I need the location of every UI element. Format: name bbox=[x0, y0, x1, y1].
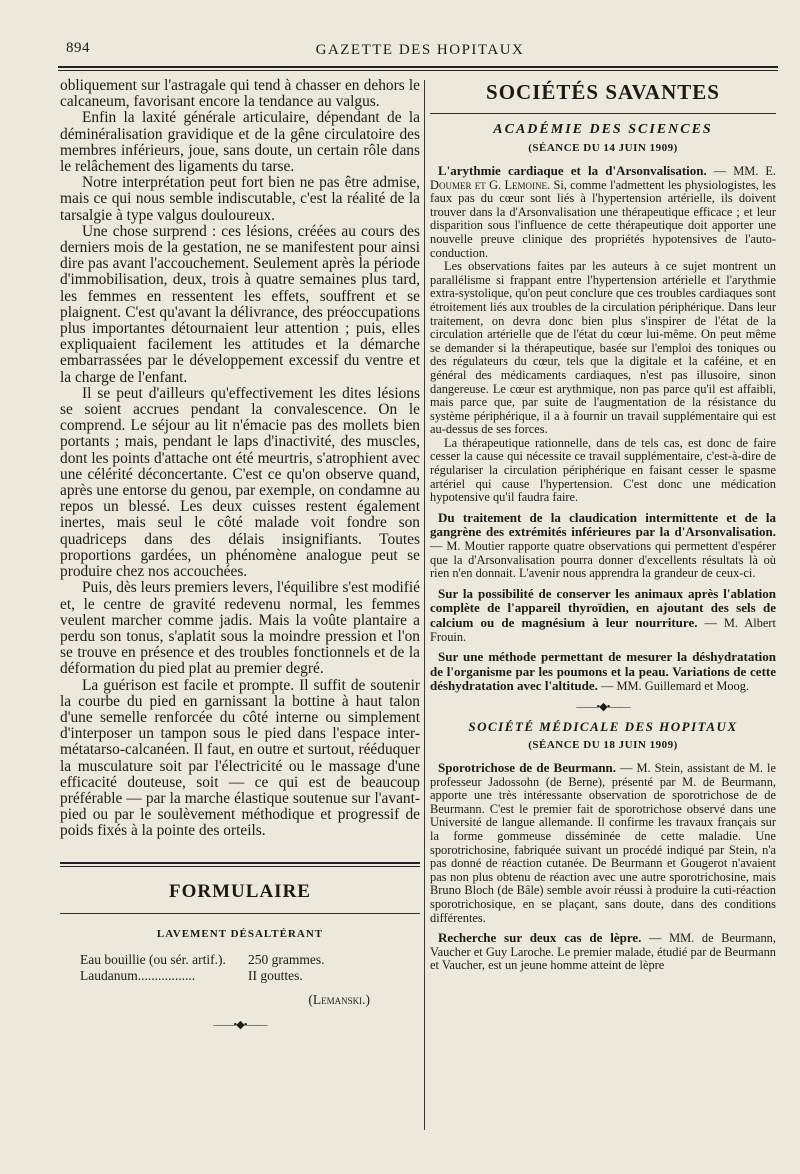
article-title: Recherche sur deux cas de lèpre. bbox=[438, 930, 642, 946]
recipe-item: Eau bouillie (ou sér. artif.). bbox=[80, 951, 226, 967]
article-authors: — MM. E. Doumer et G. Lemoine. bbox=[430, 164, 776, 192]
recipe-title: LAVEMENT DÉSALTÉRANT bbox=[156, 927, 324, 940]
paragraph: Les observations faites par les auteurs à ce sujet montrent un parallélisme si frappant entre l'hypertension artérielle et l'arythmie extra-systolique, qu'on peut conclure que ces troubles cardiaques sont étroitement liés aux troubles de la circulation périphérique. Dans leur traitement, on devra donc bien plus s'inspirer de l'état de la circulation artérielle que de l'état du cœur lui-même. On peut même se demander si la thérapeutique, basée sur l'emploi des toniques ou des régulateurs du cœur, tels que la digitale et la caféine, et en général des médicaments cardiaques, n'est pas illusoire, sinon dangereuse. Le cœur est arythmique, non pas parce qu'il est affaibli, mais parce que, par suite de l'augmentation de la résistance du système périphérique, il a à fournir un travail supplémentaire qui est au-dessus de ses forces. bbox=[430, 259, 776, 437]
article-text: — MM. Guillemard et Moog. bbox=[601, 679, 750, 694]
article-title: L'arythmie cardiaque et la d'Arsonvalisation. bbox=[438, 163, 707, 178]
left-column bbox=[60, 78, 420, 1031]
article-title: Sporotrichose de de Beurmann. bbox=[438, 759, 617, 775]
recipe-qty: 250 grammes. bbox=[248, 951, 325, 967]
article-text: — M. Albert Frouin. bbox=[430, 616, 776, 644]
article-title: Du traitement de la claudication intermittente et de la gangrène des extrémités inférieures par la d'Arsonvalisation. bbox=[430, 509, 776, 540]
paragraph: Il se peut d'ailleurs qu'effectivement les dites lésions se soient accrues pendant la convalescence. On le comprend. Le séjour au lit n'émacie pas des mollets bien portants ; mais, pendant le laps d'inactivité, des muscles, dont les points d'attache ont été meurtris, s'atrophient avec une célérité déconcertante. C'est ce qu'on observe quand, après une entorse du genou, par exemple, on condamne au repos un blessé. Les deux cuisses restent également inertes, mais seul le côté malade voit fondre son quadriceps dans des délais insignifiants. Toutes proportions gardées, un phénomène analogue peut se produire chez nos accouchées. bbox=[60, 384, 420, 581]
paragraph: Puis, dès leurs premiers levers, l'équilibre s'est modifié et, le centre de gravité redevenu normal, les femmes veulent marcher comme jadis. Mais la voûte plantaire a perdu son tonus, s'aplatit sous la moindre pression et l'on se trouve en présence et des troubles fonctionnels et de la déformation du pied plat au premier degré. bbox=[60, 579, 420, 678]
paragraph: La thérapeutique rationnelle, dans de tels cas, est donc de faire cesser la cause qui nécessite ce travail supplémentaire, c'est-à-dire de régulariser la circulation périphérique en faisant cesser le spasme artériel qui cause l'hypertension. C'est donc une médication hypotensive qu'il faudra faire. bbox=[430, 435, 776, 505]
article-text: — M. Stein, assistant de M. le professeur Jadossohn (de Berne), présenté par M. de Beurmann, apporte une très intéressante observation de sporotrichose de de Beurmann. C'est le premier fait de sporotrichose observé dans une Université de langue allemande. Il confirme les travaux français sur la forme gommeuse disséminée de cette maladie. Une sporotrichosine, fabriquée suivant un procédé indiqué par Stein, n'a pas donné de réaction cutanée. De Beurmann et Gougerot n'avaient pas non plus obtenu de réaction avec une autre sporotrichosine, mais Bruno Bloch (de Bâle) semble avoir réussi à produire la cuti-réaction sporotrichosique, en se plaçant, sans doute, dans des conditions différentes. bbox=[430, 760, 776, 925]
left-article bbox=[60, 78, 420, 840]
formulaire-title: FORMULAIRE bbox=[169, 880, 311, 902]
article-title: Sur la possibilité de conserver les animaux après l'ablation complète de l'appareil thyroïdien, en ajoutant des sels de calcium ou de magnésium à leur nourriture. bbox=[430, 585, 776, 630]
recipe-author: (Lemanski.) bbox=[308, 991, 370, 1007]
article-paragraph bbox=[430, 761, 776, 925]
academie-reports bbox=[430, 164, 776, 694]
ornament-divider: ——•◆•—— bbox=[213, 1018, 267, 1031]
recipe-item: Laudanum................. bbox=[80, 967, 196, 983]
right-column bbox=[430, 78, 776, 973]
recipe-line bbox=[60, 968, 420, 984]
seance-date: (SÉANCE DU 14 JUIN 1909) bbox=[528, 142, 678, 154]
paragraph: Enfin la laxité générale articulaire, dépendant de la déminéralisation gravidique et de la gêne circulatoire des membres inférieurs, joue, sans doute, un certain rôle dans le relâchement des ligaments du tarse. bbox=[60, 109, 420, 176]
article-title: Sur une méthode permettant de mesurer la déshydratation de l'organisme par les poumons et la peau. Variations de cette déshydratation avec l'altitude. bbox=[430, 649, 776, 694]
page-number: 894 bbox=[66, 40, 90, 56]
article-paragraph bbox=[430, 587, 776, 644]
article-text: — MM. de Beurmann, Vaucher et Guy Laroche. Le premier malade, étudié par de Beurmann et Vaucher, est un jeune homme atteint de lèpre bbox=[430, 931, 776, 973]
smh-reports bbox=[430, 761, 776, 973]
page-header bbox=[60, 30, 780, 58]
article-text: — M. Moutier rapporte quatre observations qui permettent d'espérer que la d'Arsonvalisation pourra donner d'excellents résultats là où rien n'en donnait. L'avenir nous apprendra la grandeur de ceux-ci. bbox=[430, 539, 776, 581]
section-rule bbox=[430, 113, 776, 114]
recipe-qty: II gouttes. bbox=[248, 967, 303, 983]
section-rule bbox=[60, 862, 420, 867]
seance-date: (SÉANCE DU 18 JUIN 1909) bbox=[528, 738, 678, 751]
smh-title: SOCIÉTÉ MÉDICALE DES HOPITAUX bbox=[468, 718, 738, 734]
header-rule bbox=[58, 66, 778, 68]
article-paragraph bbox=[430, 164, 776, 260]
paragraph: obliquement sur l'astragale qui tend à chasser en dehors le calcaneum, favorisant encore la tendance au valgus. bbox=[60, 77, 420, 111]
article-paragraph bbox=[430, 511, 776, 581]
academie-title: ACADÉMIE DES SCIENCES bbox=[493, 122, 713, 137]
journal-title: GAZETTE DES HOPITAUX bbox=[315, 42, 525, 58]
paragraph: Notre interprétation peut fort bien ne pas être admise, mais ce qui nous semble indiscutable, c'est la réalité de la tarsalgie à type valgus douloureux. bbox=[60, 174, 420, 224]
paragraph: Une chose surprend : ces lésions, créées au cours des derniers mois de la gestation, ne se manifestent pour ainsi dire pas avant l'accouchement. Seulement après la période d'immobilisation, deux, trois à quatre semaines plus tard, les femmes en ressentent les effets, souffrent et se plaignent. C'est qu'avant la délivrance, des préoccupations plus importantes détournaient leur attention ; puis, elles expliquaient facilement les attitudes et la démarche embarrassées par le développement excessif du ventre et la charge de l'enfant. bbox=[60, 222, 420, 386]
header-rule-thin bbox=[58, 70, 778, 71]
recipe-line bbox=[60, 952, 420, 968]
ornament-divider: ——•◆•—— bbox=[576, 700, 630, 713]
formulaire-rule bbox=[60, 913, 420, 914]
column-divider bbox=[424, 80, 425, 1130]
section-title: SOCIÉTÉS SAVANTES bbox=[486, 80, 720, 104]
article-paragraph bbox=[430, 931, 776, 973]
article-text: Si, comme l'admettent les physiologistes, les faux pas du cœur sont liés à l'hypertension artérielle, ils doivent trouver dans la d'Arsonvalisation une thérapeutique efficace ; et leur disparition sous l'influence de cette thérapeutique doit apporter une nouvelle preuve clinique des propriétés hypotensives de l'auto-conduction. bbox=[430, 177, 776, 260]
paragraph: La guérison est facile et prompte. Il suffit de soutenir la courbe du pied en garnissant la bottine à haut talon d'une semelle renforcée du côté interne ou simplement d'interposer un tampon sous le pied dans l'espace inter-métatarso-calcanéen. Il faut, en outre et surtout, rééduquer la musculature soit par l'électricité ou le massage d'une efficacité douteuse, soit — ce qui est de beaucoup préférable — par la marche élastique soutenue sur l'avant-pied ou par le soulèvement méthodique et progressif de poids fixés à la pointe des orteils. bbox=[60, 676, 420, 840]
article-paragraph bbox=[430, 650, 776, 694]
